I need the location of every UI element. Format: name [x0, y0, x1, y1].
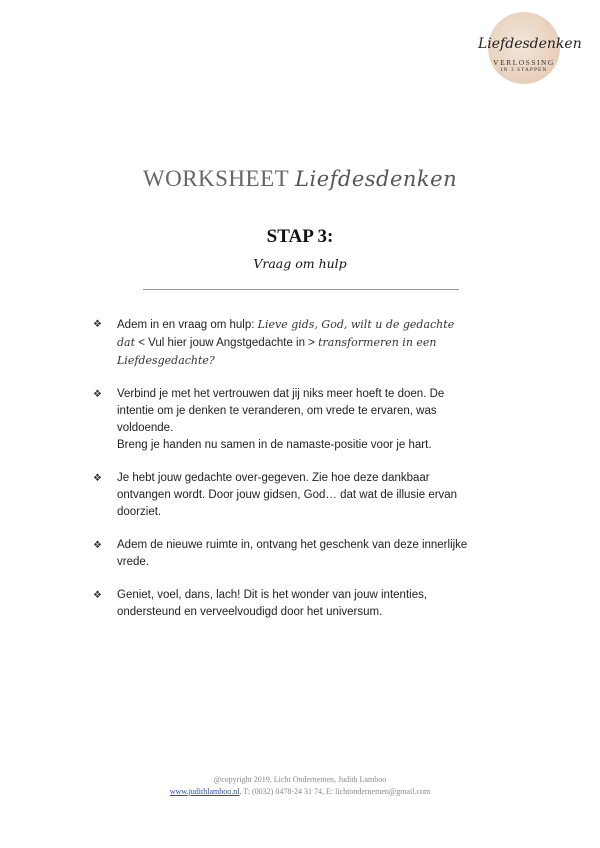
step-subtitle: Vraag om hulp — [253, 256, 347, 271]
b1-cursive1: Lieve gids, God, wilt u de gedachte dat — [117, 318, 455, 349]
list-item-text — [117, 316, 473, 370]
copyright: @copyright 2019, Licht Ondernemen, Judith Lamboo — [213, 775, 387, 784]
list-item-text: Adem de nieuwe ruimte in, ontvang het geschenk van deze innerlijke vrede. — [117, 539, 468, 568]
list-item — [93, 316, 473, 370]
divider — [143, 289, 459, 290]
page-title — [0, 166, 600, 192]
list-item — [93, 470, 473, 521]
diamond-bullet-icon: ❖ — [93, 473, 102, 484]
list-item-text: Je hebt jouw gedachte over-gegeven. Zie hoe deze dankbaar ontvangen wordt. Door jouw gidsen, God… dat wat de illusie ervan doorziet. — [117, 472, 458, 518]
contact-info: , T: (0032) 0478-24 31 74, E: lichtondernemen@gmail.com — [239, 787, 431, 796]
step-heading: STAP 3: — [266, 226, 334, 247]
logo — [478, 12, 582, 98]
b2-text1: Verbind je met het vertrouwen dat jij niks meer hoeft te doen. De intentie om je denken te veranderen, om vrede te ervaren, was voldoende. — [117, 388, 445, 434]
list-item — [93, 587, 473, 621]
list-item — [93, 537, 473, 571]
b1-text1: Adem in en vraag om hulp: — [117, 319, 258, 331]
diamond-bullet-icon: ❖ — [93, 389, 102, 400]
diamond-bullet-icon: ❖ — [93, 590, 102, 601]
contact-line — [0, 786, 600, 798]
logo-subtitle: VERLOSSING — [493, 58, 555, 67]
list-item — [93, 386, 473, 454]
logo-tagline: IN 3 STAPPEN — [500, 67, 548, 73]
b1-text2: < Vul hier jouw Angstgedachte in > — [135, 337, 319, 349]
b2-text2: Breng je handen nu samen in de namaste-positie voor je hart. — [117, 439, 432, 451]
footer — [0, 774, 600, 798]
b1-cursive2: transformeren in een Liefdesgedachte? — [117, 336, 437, 367]
title-cursive: Liefdesdenken — [295, 167, 458, 191]
website-link[interactable]: www.judithlamboo.nl — [169, 787, 240, 796]
title-plain: WORKSHEET — [142, 166, 289, 191]
bullet-list — [93, 316, 473, 637]
logo-title: Liefdesdenken — [478, 36, 582, 52]
diamond-bullet-icon: ❖ — [93, 319, 102, 330]
diamond-bullet-icon: ❖ — [93, 540, 102, 551]
list-item-text: Geniet, voel, dans, lach! Dit is het wonder van jouw intenties, ondersteund en verveelvoudigd door het universum. — [117, 589, 428, 618]
list-item-text — [117, 386, 473, 454]
